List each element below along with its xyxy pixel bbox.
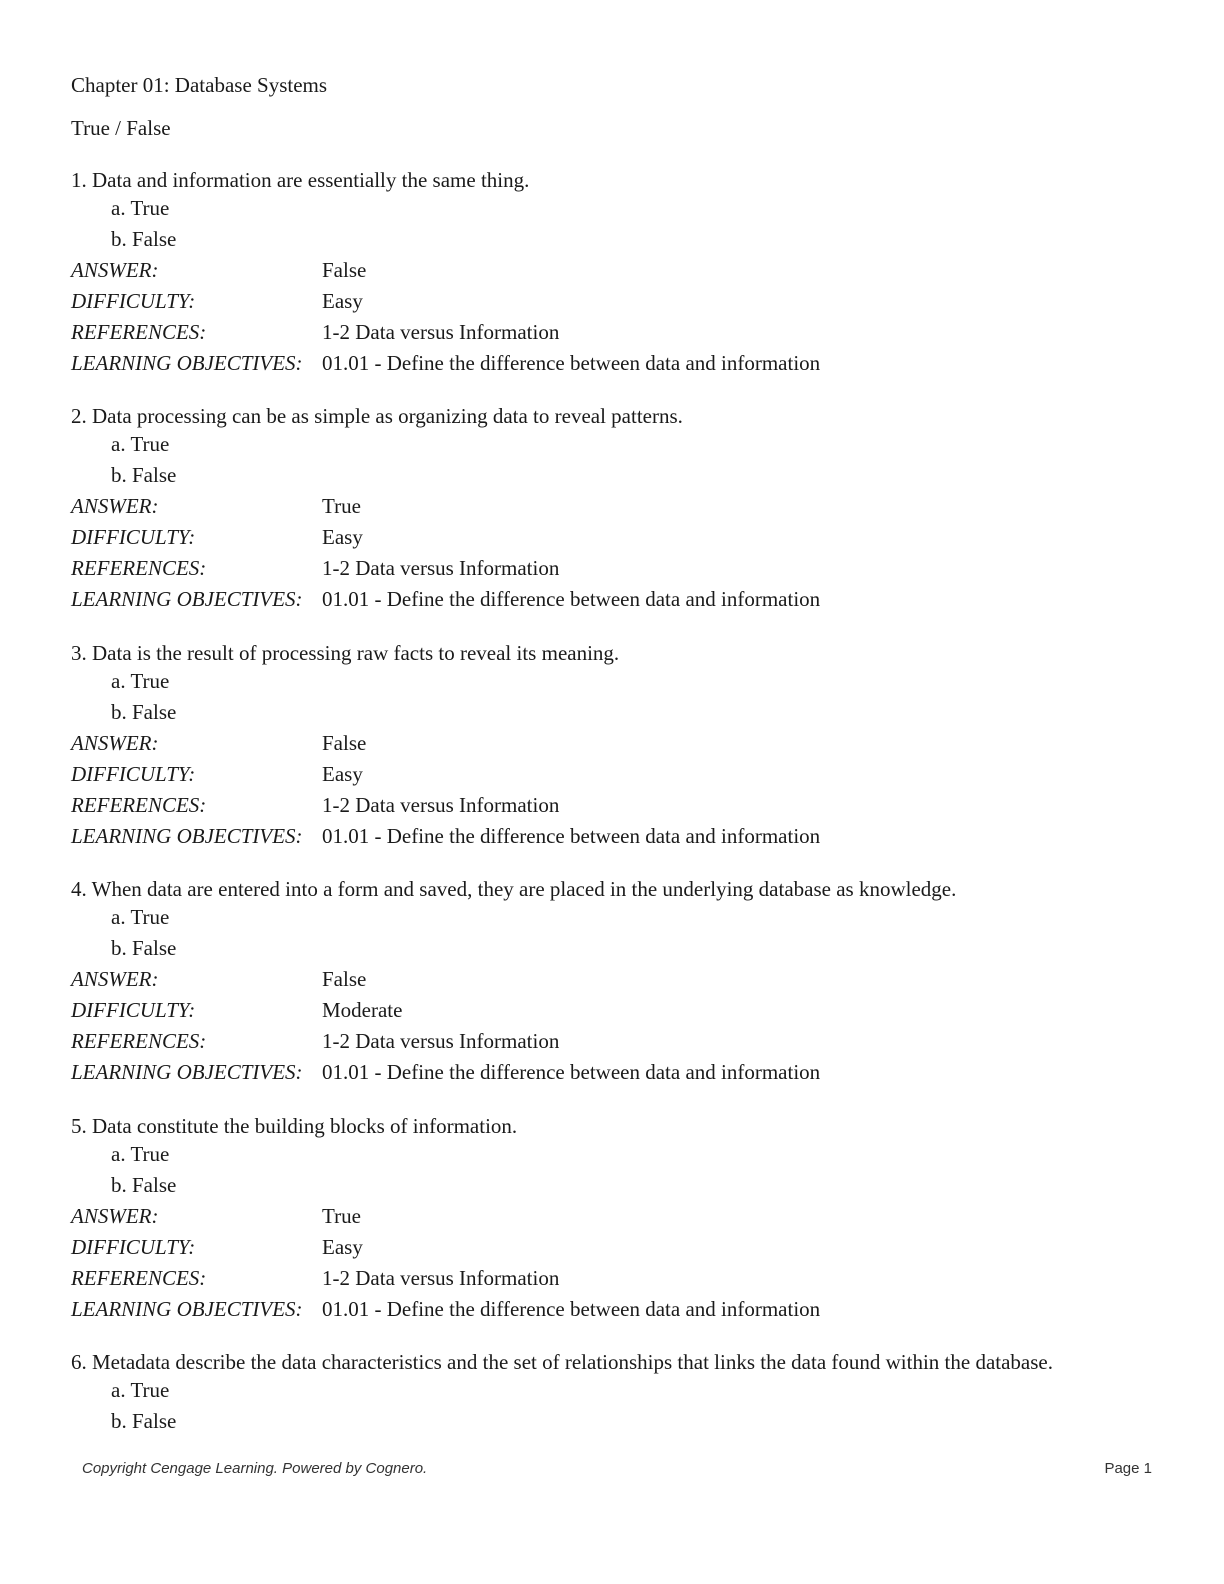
references-value: 1-2 Data versus Information: [322, 320, 560, 344]
difficulty-label: DIFFICULTY:: [71, 998, 196, 1022]
difficulty-value: Easy: [322, 762, 363, 786]
difficulty-label: DIFFICULTY:: [71, 1235, 196, 1259]
objectives-value: 01.01 - Define the difference between data and information: [322, 824, 821, 848]
question-text: 1. Data and information are essentially the same thing.: [71, 168, 530, 192]
references-value: 1-2 Data versus Information: [322, 556, 560, 580]
answer-label: ANSWER:: [71, 1204, 159, 1228]
option-true: a. True: [111, 1142, 170, 1166]
answer-label: ANSWER:: [71, 967, 159, 991]
objectives-value: 01.01 - Define the difference between data and information: [322, 1060, 821, 1084]
answer-value: True: [322, 494, 361, 518]
question-text: 4. When data are entered into a form and saved, they are placed in the underlying database as knowledge.: [71, 877, 957, 901]
references-value: 1-2 Data versus Information: [322, 1266, 560, 1290]
difficulty-label: DIFFICULTY:: [71, 289, 196, 313]
difficulty-label: DIFFICULTY:: [71, 762, 196, 786]
section-title: True / False: [71, 116, 171, 140]
answer-value: False: [322, 731, 367, 755]
difficulty-value: Easy: [322, 289, 363, 313]
question-text: 3. Data is the result of processing raw facts to reveal its meaning.: [71, 641, 620, 665]
references-label: REFERENCES:: [71, 556, 207, 580]
objectives-label: LEARNING OBJECTIVES:: [71, 1060, 303, 1084]
option-false: b. False: [111, 463, 177, 487]
references-label: REFERENCES:: [71, 793, 207, 817]
objectives-value: 01.01 - Define the difference between data and information: [322, 351, 821, 375]
references-value: 1-2 Data versus Information: [322, 1029, 560, 1053]
objectives-label: LEARNING OBJECTIVES:: [71, 351, 303, 375]
question-text: 5. Data constitute the building blocks of information.: [71, 1114, 518, 1138]
answer-label: ANSWER:: [71, 494, 159, 518]
answer-label: ANSWER:: [71, 731, 159, 755]
references-label: REFERENCES:: [71, 1266, 207, 1290]
option-false: b. False: [111, 700, 177, 724]
chapter-title: Chapter 01: Database Systems: [71, 73, 328, 97]
footer-copyright: Copyright Cengage Learning. Powered by Cognero.: [82, 1460, 428, 1477]
option-false: b. False: [111, 936, 177, 960]
answer-value: False: [322, 258, 367, 282]
objectives-label: LEARNING OBJECTIVES:: [71, 587, 303, 611]
references-label: REFERENCES:: [71, 320, 207, 344]
objectives-value: 01.01 - Define the difference between data and information: [322, 587, 821, 611]
difficulty-value: Easy: [322, 525, 363, 549]
question-text: 2. Data processing can be as simple as organizing data to reveal patterns.: [71, 404, 683, 428]
option-true: a. True: [111, 432, 170, 456]
answer-value: True: [322, 1204, 361, 1228]
difficulty-label: DIFFICULTY:: [71, 525, 196, 549]
answer-label: ANSWER:: [71, 258, 159, 282]
answer-value: False: [322, 967, 367, 991]
objectives-label: LEARNING OBJECTIVES:: [71, 824, 303, 848]
option-true: a. True: [111, 1378, 170, 1402]
option-false: b. False: [111, 1173, 177, 1197]
question-text: 6. Metadata describe the data characteristics and the set of relationships that links the data found within the database.: [71, 1350, 1053, 1374]
difficulty-value: Moderate: [322, 998, 403, 1022]
objectives-value: 01.01 - Define the difference between data and information: [322, 1297, 821, 1321]
references-label: REFERENCES:: [71, 1029, 207, 1053]
references-value: 1-2 Data versus Information: [322, 793, 560, 817]
difficulty-value: Easy: [322, 1235, 363, 1259]
option-true: a. True: [111, 669, 170, 693]
objectives-label: LEARNING OBJECTIVES:: [71, 1297, 303, 1321]
option-true: a. True: [111, 196, 170, 220]
option-true: a. True: [111, 905, 170, 929]
option-false: b. False: [111, 227, 177, 251]
option-false: b. False: [111, 1409, 177, 1433]
footer-page-number: Page 1: [1104, 1460, 1152, 1477]
